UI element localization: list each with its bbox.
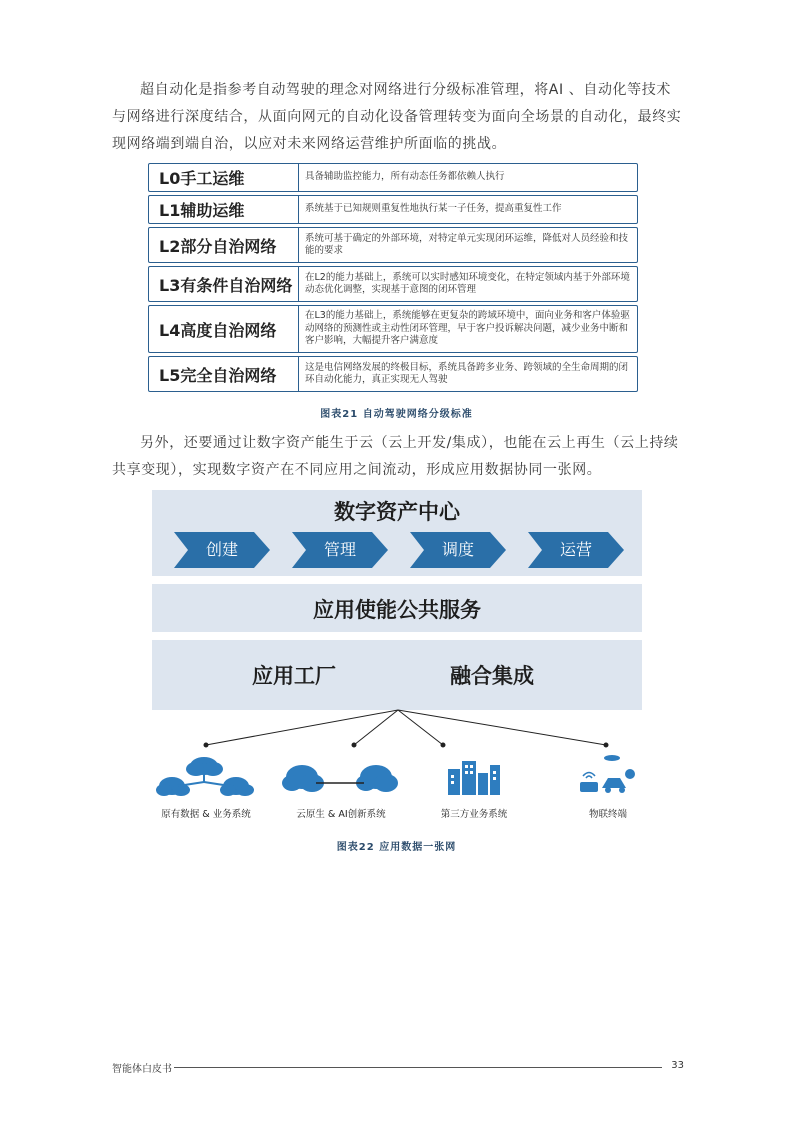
cloud-network-icon [156, 752, 256, 802]
level-name: L5完全自治网络 [149, 357, 299, 391]
level-name: L4高度自治网络 [149, 306, 299, 352]
level-desc: 系统可基于确定的外部环境，对特定单元实现闭环运维，降低对人员经验和技能的要求 [305, 232, 629, 256]
level-desc: 这是电信网络发展的终极目标，系统具备跨多业务、跨领域的全生命周期的闭环自动化能力，真正实现无人驾驶 [305, 361, 629, 385]
factory-integration-band [152, 640, 642, 710]
level-row-l2 [148, 227, 638, 263]
step-label: 管理 [323, 540, 356, 559]
app-factory-label: 应用工厂 [252, 664, 336, 688]
node-label-iot-terminals: 物联终端 [588, 809, 627, 820]
page-number: 33 [671, 1060, 684, 1071]
step-label: 运营 [559, 540, 592, 559]
second-paragraph: 另外，还要通过让数字资产能生于云（云上开发/集成），也能在云上再生（云上持续共享变现），实现数字资产在不同应用之间流动，形成应用数据协同一张网。 [112, 435, 679, 478]
step-chevron [174, 532, 270, 568]
intro-paragraph: 超自动化是指参考自动驾驶的理念对网络进行分级标准管理，将AI 、自动化等技术与网络进行深度结合，从面向网元的自动化设备管理转变为面向全场景的自动化，最终实现网络端到端自治，以应对未来网络运营维护所面临的挑战。 [112, 82, 682, 152]
figure-caption-22: 图表22 应用数据一张网 [336, 842, 457, 853]
level-row-l3 [148, 266, 638, 302]
page-footer [112, 1060, 684, 1074]
city-buildings-icon [444, 757, 504, 797]
process-steps [174, 532, 624, 568]
level-row-l1 [148, 195, 638, 224]
digital-asset-center-title: 数字资产中心 [334, 500, 460, 524]
node-label-third-party: 第三方业务系统 [440, 809, 508, 820]
level-desc: 在L2的能力基础上，系统可以实时感知环境变化，在特定领域内基于外部环境动态优化调整，实现基于意图的闭环管理 [305, 271, 630, 295]
level-name: L2部分自治网络 [149, 228, 299, 262]
step-label: 调度 [441, 540, 474, 559]
level-row-l0 [148, 163, 638, 192]
level-name: L3有条件自治网络 [149, 267, 299, 301]
fusion-integration-label: 融合集成 [450, 664, 534, 688]
step-label: 创建 [205, 540, 238, 559]
footer-title: 智能体白皮书 [112, 1064, 172, 1075]
iot-devices-icon [578, 750, 638, 800]
autonomy-level-table [148, 163, 638, 395]
level-desc: 系统基于已知规则重复性地执行某一子任务，提高重复性工作 [305, 203, 562, 215]
level-row-l4 [148, 305, 638, 353]
level-row-l5 [148, 356, 638, 392]
level-desc: 具备辅助监控能力，所有动态任务都依赖人执行 [305, 171, 505, 183]
level-name: L0手工运维 [149, 164, 299, 191]
node-label-legacy-systems: 原有数据 & 业务系统 [161, 809, 251, 820]
step-chevron [410, 532, 506, 568]
step-chevron [528, 532, 624, 568]
figure-caption-21: 图表21 自动驾驶网络分级标准 [320, 409, 473, 420]
level-name: L1辅助运维 [149, 196, 299, 223]
footer-rule [174, 1067, 662, 1068]
step-chevron [292, 532, 388, 568]
public-service-title: 应用使能公共服务 [313, 598, 481, 622]
digital-asset-center-band [152, 490, 642, 576]
linked-clouds-icon [282, 755, 402, 800]
public-service-band [152, 584, 642, 632]
node-label-cloud-native: 云原生 & AI创新系统 [296, 809, 386, 820]
level-desc: 在L3的能力基础上，系统能够在更复杂的跨域环境中，面向业务和客户体验驱动网络的预测性或主动性闭环管理，早于客户投诉解决问题，减少业务中断和客户影响，大幅提升客户满意度 [305, 310, 630, 347]
